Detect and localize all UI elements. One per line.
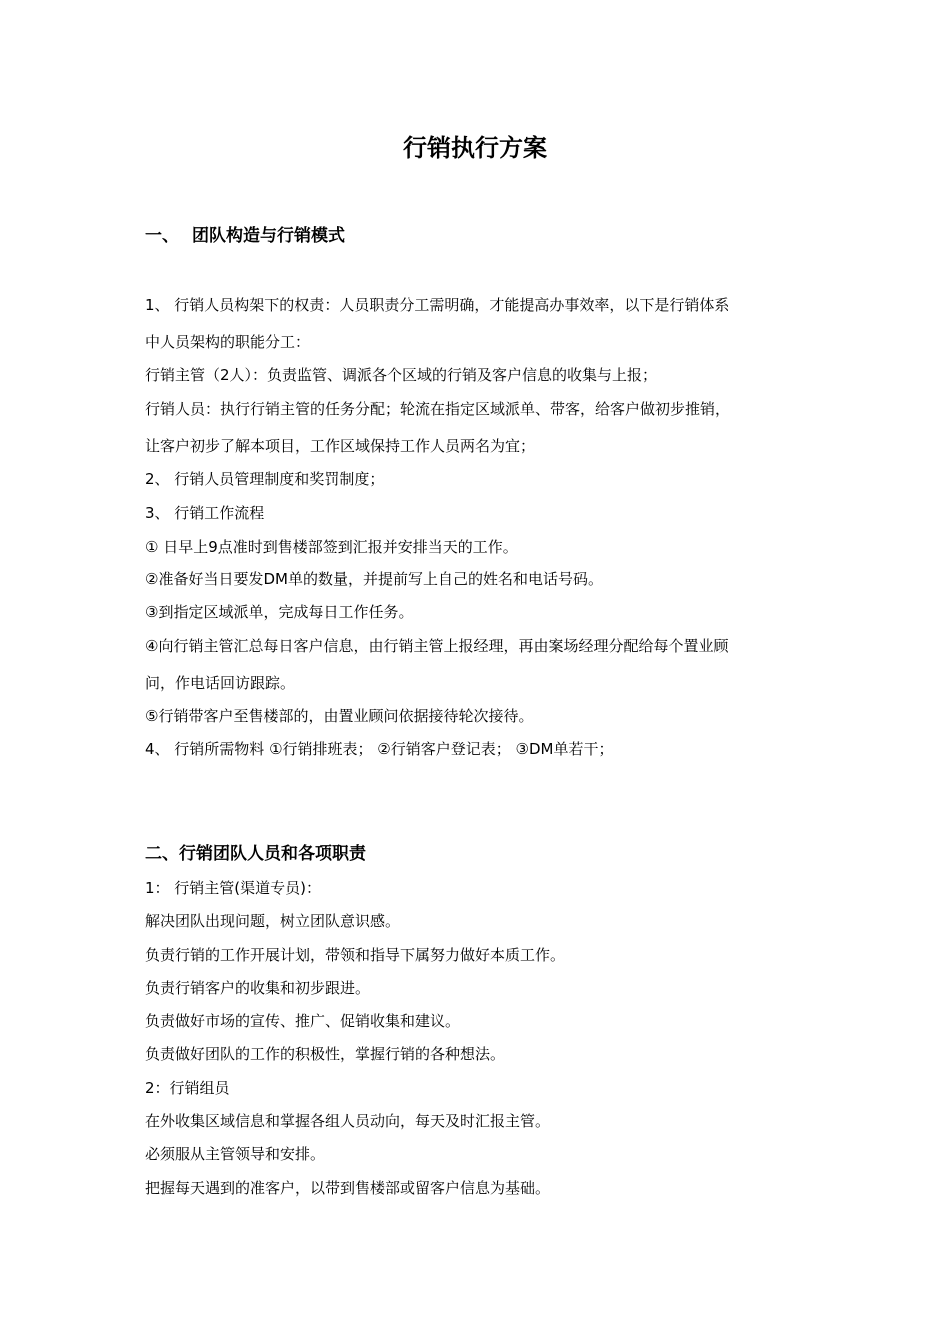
section-1-line: 4、 行销所需物料 ①行销排班表； ②行销客户登记表； ③DM单若干； <box>145 740 614 758</box>
section-1-line: 行销人员：执行行销主管的任务分配；轮流在指定区域派单、带客，给客户做初步推销， <box>145 400 731 418</box>
section-1-line: 问，作电话回访跟踪。 <box>145 674 296 692</box>
section-1-line: 让客户初步了解本项目，工作区域保持工作人员两名为宜； <box>145 437 536 455</box>
section-1-line: ⑤行销带客户至售楼部的，由置业顾问依据接待轮次接待。 <box>145 707 534 725</box>
document-title: 行销执行方案 <box>403 134 547 162</box>
section-2-line: 负责做好团队的工作的积极性，掌握行销的各种想法。 <box>145 1045 506 1063</box>
section-2-line: 负责行销的工作开展计划，带领和指导下属努力做好本质工作。 <box>145 946 566 964</box>
section-1-line: 1、 行销人员构架下的权责：人员职责分工需明确，才能提高办事效率，以下是行销体系 <box>145 296 730 314</box>
section-1-line: ① 日早上9点准时到售楼部签到汇报并安排当天的工作。 <box>145 538 518 556</box>
section-2-line: 把握每天遇到的准客户，以带到售楼部或留客户信息为基础。 <box>145 1179 551 1197</box>
section-1-line: ②准备好当日要发DM单的数量，并提前写上自己的姓名和电话号码。 <box>145 570 603 588</box>
section-2-line: 解决团队出现问题，树立团队意识感。 <box>145 912 401 930</box>
section-1-number: 一、 <box>145 226 179 246</box>
section-1-line: 中人员架构的职能分工： <box>145 333 311 351</box>
section-1-line: ④向行销主管汇总每日客户信息，由行销主管上报经理，再由案场经理分配给每个置业顾 <box>145 637 729 655</box>
section-2-line: 2：行销组员 <box>145 1079 230 1097</box>
section-2-line: 必须服从主管领导和安排。 <box>145 1145 326 1163</box>
section-1-line: ③到指定区域派单，完成每日工作任务。 <box>145 603 414 621</box>
section-2-line: 在外收集区域信息和掌握各组人员动向，每天及时汇报主管。 <box>145 1112 551 1130</box>
section-2-line: 负责行销客户的收集和初步跟进。 <box>145 979 371 997</box>
section-2-line: 负责做好市场的宣传、推广、促销收集和建议。 <box>145 1012 461 1030</box>
section-1-heading <box>145 223 345 249</box>
section-2-heading: 二、行销团队人员和各项职责 <box>145 844 366 864</box>
section-1-line: 2、 行销人员管理制度和奖罚制度； <box>145 470 385 488</box>
section-2-line: 1： 行销主管(渠道专员)： <box>145 879 322 897</box>
section-1-line: 行销主管（2人）：负责监管、调派各个区域的行销及客户信息的收集与上报； <box>145 366 658 384</box>
section-1-title: 团队构造与行销模式 <box>192 226 345 246</box>
section-1-line: 3、 行销工作流程 <box>145 504 265 522</box>
